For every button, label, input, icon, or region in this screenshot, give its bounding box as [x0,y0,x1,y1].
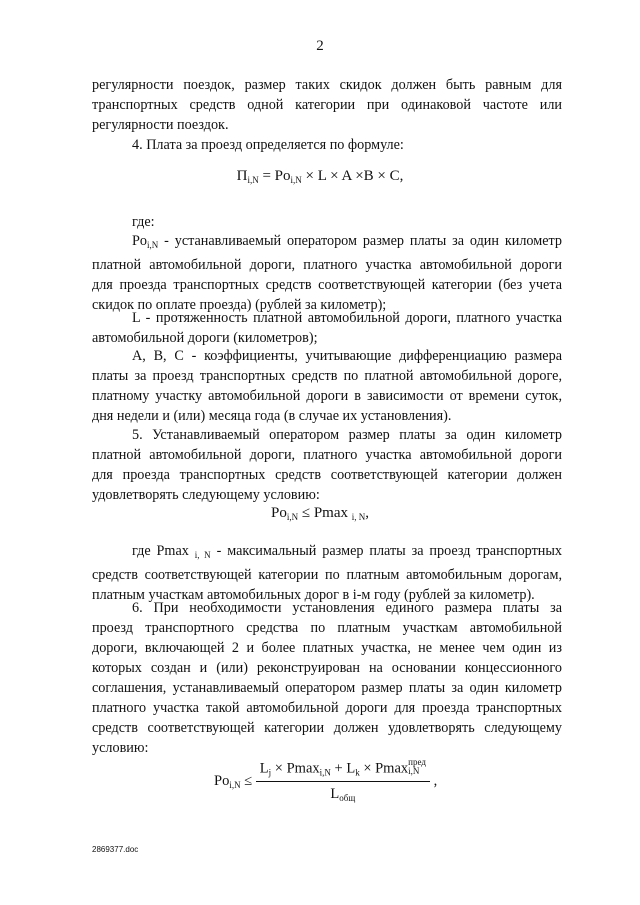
text-line: 5. Устанавливаемый оператором размер платы за один километр [132,427,562,443]
formula-part: Po [271,505,287,521]
text-line: скидок по оплате проезда) (рублей за километр); [92,297,387,313]
definition-abc [92,346,562,426]
formula-subscript: k [355,767,360,778]
formula-part: L [259,760,269,777]
formula-part: ≤ [240,772,256,789]
text-line: дня недели и (или) месяца года (в случае их установления). [92,408,452,424]
formula-part: ≤ Pmax [298,505,352,521]
formula-subscript: i,N [286,512,299,522]
formula-subscript: j [268,767,272,778]
text-span: - устанавливаемый оператором размер платы за один километр [158,233,562,249]
formula-superscript: пред [408,757,426,767]
text-line: проезд транспортного средства по платным участкам автомобильной [92,620,562,636]
item-5 [92,425,562,505]
formula-sup-sub [408,758,426,776]
text-line [92,231,562,255]
text-line: которых создан и (или) реконструирован на основании концессионного [92,660,562,676]
text-line: платным участкам автомобильных дорог в i-м году (рублей за километр). [92,587,535,603]
text-line: средств соответствующей категории по платным автомобильным дорогам, [92,567,562,583]
text-line: А, В, С - коэффициенты, учитывающие дифференциацию размера [132,348,562,364]
fraction-denominator [256,782,430,803]
text-line: удовлетворять следующему условию: [92,487,320,503]
formula-part: × Pmax [271,760,320,777]
text-line: соглашения, устанавливаемый оператором размер платы за один километр [92,680,562,696]
subscript: i,N [146,240,159,250]
text-line: платного участка такой автомобильной дороги для проезда транспортных [92,700,562,716]
formula-part: , [429,772,438,789]
text-span: - максимальный размер платы за проезд транспортных [210,543,562,559]
text-line: 6. При необходимости установления единого размера платы за [132,600,562,616]
formula-subscript: i,N [408,766,420,776]
formula-symbol: П [236,168,248,184]
fraction [256,757,430,803]
text-line: платы за проезд транспортных средств по платной автомобильной дороге, [92,368,562,384]
item-4 [92,135,562,155]
formula-subscript: i,N [319,767,331,778]
text-line [92,541,562,565]
page-number: 2 [316,38,324,54]
text-line: для проезда транспортных средств соответствующей категории должен [92,467,562,483]
formula-unified-condition [214,757,438,803]
text-line: регулярности поездок. [92,117,229,133]
fraction-numerator [256,757,430,782]
formula-part: , [365,505,369,521]
text-line: платной автомобильной дороги, платного участка автомобильной дороги [92,257,562,273]
definition-po [92,231,562,315]
symbol: Po [132,233,147,249]
text-line: регулярности поездок, размер таких скидок должен быть равным для [92,77,562,93]
subscript: i, N [194,550,211,560]
formula-part: = Po [258,168,291,184]
formula-part: Po [214,772,230,789]
text-line: L - протяженность платной автомобильной дороги, платного участка [132,310,562,326]
text-line: платной автомобильной дороги, платного участка автомобильной дороги [92,447,562,463]
text-line: для проезда транспортных средств соответствующей категории (без учета [92,277,562,293]
text-line: условию: [92,740,149,756]
text-line: дороги, включающей 2 и более платных участка, не менее чем один из [92,640,562,656]
text-span: где Pmax [132,543,195,559]
formula-subscript: i, N [351,512,366,522]
item-6 [92,598,562,758]
definition-l [92,308,562,348]
formula-part: × Pmax [359,760,409,777]
text-line: автомобильной дороги (километров); [92,330,318,346]
text-line: средств соответствующей категории должен удовлетворять следующему [92,720,562,736]
text-line: где: [132,214,155,230]
formula-subscript: i,N [290,175,302,185]
formula-part: + L [330,760,356,777]
where-label [92,212,562,232]
paragraph-intro [92,75,562,135]
text-line: платному участку автомобильной дороги в зависимости от времени суток, [92,388,562,404]
formula-fee [0,168,640,185]
formula-part: × L × A ×B × C, [301,168,404,184]
formula-max-condition [0,505,640,522]
text-line: транспортных средств одной категории при одинаковой частоте или [92,97,562,113]
document-footer: 2869377.doc [92,845,139,854]
definition-pmax [92,541,562,605]
text-line: 4. Плата за проезд определяется по формуле: [132,137,404,153]
formula-subscript: общ [339,793,356,803]
formula-part: L [330,786,340,802]
formula-subscript: i,N [247,175,259,185]
formula-subscript: i,N [229,779,241,790]
